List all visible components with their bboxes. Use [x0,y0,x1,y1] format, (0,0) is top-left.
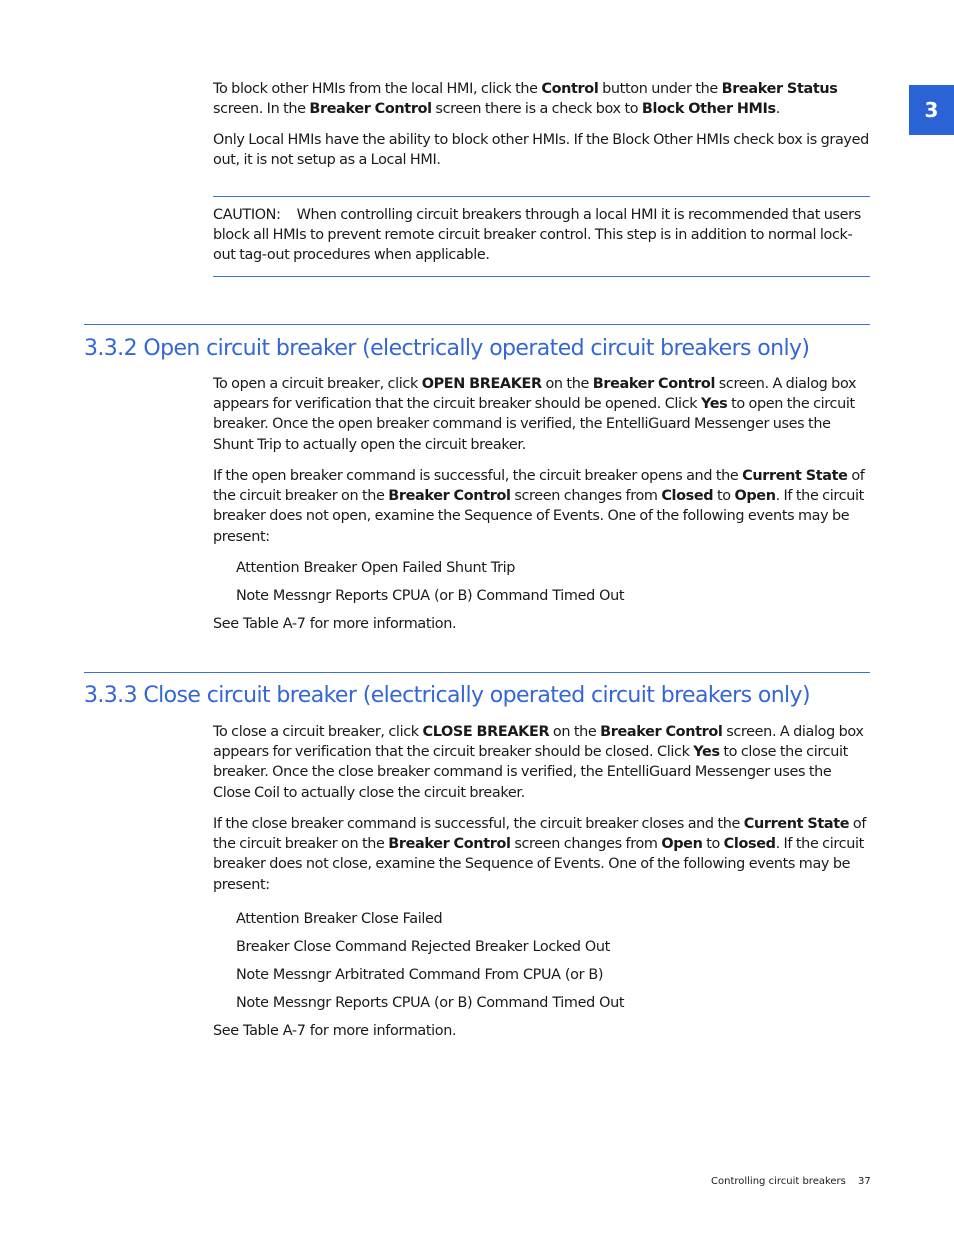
caution-text: When controlling circuit breakers through a local HMI it is recommended that users block all HMIs to prevent remote circuit breaker control. This step is in addition to normal lock-out tag-out procedures when applicable. [213,207,861,264]
text-run: . [775,101,780,118]
intro-paragraph-1 [213,79,870,119]
paragraph-text: Only Local HMIs have the ability to block other HMIs. If the Block Other HMIs check box is grayed out, it is not setup as a Local HMI. [213,132,869,169]
text-run: If the close breaker command is successful, the circuit breaker closes and the [213,816,744,832]
text-run: To block other HMIs from the local HMI, click the [213,81,542,97]
caution-label: CAUTION: [213,207,281,223]
text-run: on the [549,724,601,740]
footer-page-number: 37 [858,1176,871,1187]
text-run: screen changes from [510,836,662,853]
bold-term: Yes [700,396,728,413]
section-332-title: 3.3.2 Open circuit breaker (electrically operated circuit breakers only) [84,336,810,361]
text-run: of the circuit breaker on the [213,816,867,853]
text-run: screen. A dialog box appears for verification that the circuit breaker should be opened. Click [213,376,857,413]
text-run: to open the circuit breaker. Once the open breaker command is verified, the EntelliGuard Messenger uses the Shunt Trip to actually open the circuit breaker. [213,396,855,453]
text-run: . If the circuit breaker does not close, examine the Sequence of Events. One of the following events may be present: [213,836,864,893]
bold-term: Breaker Status [721,81,838,97]
text-run: . If the circuit breaker does not open, examine the Sequence of Events. One of the following events may be present: [213,488,864,545]
bold-term: Block Other HMIs [641,101,776,118]
text-run: screen there is a check box to [431,101,642,118]
bold-term: Current State [743,816,850,832]
bold-term: Breaker Control [600,724,723,740]
text-run: screen. A dialog box appears for verification that the circuit breaker should be closed. Click [213,724,864,761]
bold-term: Breaker Control [388,488,511,505]
text-run: to close the circuit breaker. Once the close breaker command is verified, the EntelliGuard Messenger uses the Close Coil to actually close the circuit breaker. [213,744,848,801]
event-item: Attention Breaker Close Failed [236,911,443,927]
text-run: If the open breaker command is successful, the circuit breaker opens and the [213,468,743,484]
bold-term: Closed [723,836,776,853]
caution-note [213,205,870,266]
bold-term: Breaker Control [388,836,511,853]
text-run: to [702,836,724,853]
text-run: To open a circuit breaker, click [213,376,422,392]
section-332-rule [84,324,870,325]
chapter-tab: 3 [909,85,954,135]
section-333-title: 3.3.3 Close circuit breaker (electrically operated circuit breakers only) [84,683,810,708]
bold-term: Control [541,81,599,97]
section-332-paragraph-1 [213,374,870,455]
event-item: Note Messngr Arbitrated Command From CPUA (or B) [236,967,604,983]
footer-section-name: Controlling circuit breakers [711,1176,846,1187]
event-item: Note Messngr Reports CPUA (or B) Command Timed Out [236,588,625,604]
event-item: Attention Breaker Open Failed Shunt Trip [236,560,516,576]
event-item: Note Messngr Reports CPUA (or B) Command Timed Out [236,995,625,1011]
table-reference: See Table A-7 for more information. [213,616,457,632]
bold-term: Breaker Control [309,101,432,118]
bold-term: Closed [661,488,714,505]
bold-term: Yes [693,744,720,761]
text-run: of the circuit breaker on the [213,468,865,505]
caution-bottom-rule [213,276,870,277]
event-item: Breaker Close Command Rejected Breaker Locked Out [236,939,610,955]
bold-term: Current State [742,468,848,484]
section-333-rule [84,672,870,673]
text-run: on the [541,376,593,392]
caution-top-rule [213,196,870,197]
section-333-paragraph-2 [213,814,870,895]
bold-term: Breaker Control [592,376,716,392]
text-run: screen. In the [213,101,310,118]
table-reference: See Table A-7 for more information. [213,1023,457,1039]
bold-term: CLOSE BREAKER [422,724,550,740]
text-run: To close a circuit breaker, click [213,724,423,740]
text-run: to [713,488,735,505]
section-333-paragraph-1 [213,722,870,803]
bold-term: Open [661,836,703,853]
intro-paragraph-2 [213,130,870,170]
text-run: screen changes from [510,488,662,505]
bold-term: OPEN BREAKER [421,376,542,392]
section-332-paragraph-2 [213,466,870,547]
text-run: button under the [598,81,722,97]
bold-term: Open [734,488,776,505]
